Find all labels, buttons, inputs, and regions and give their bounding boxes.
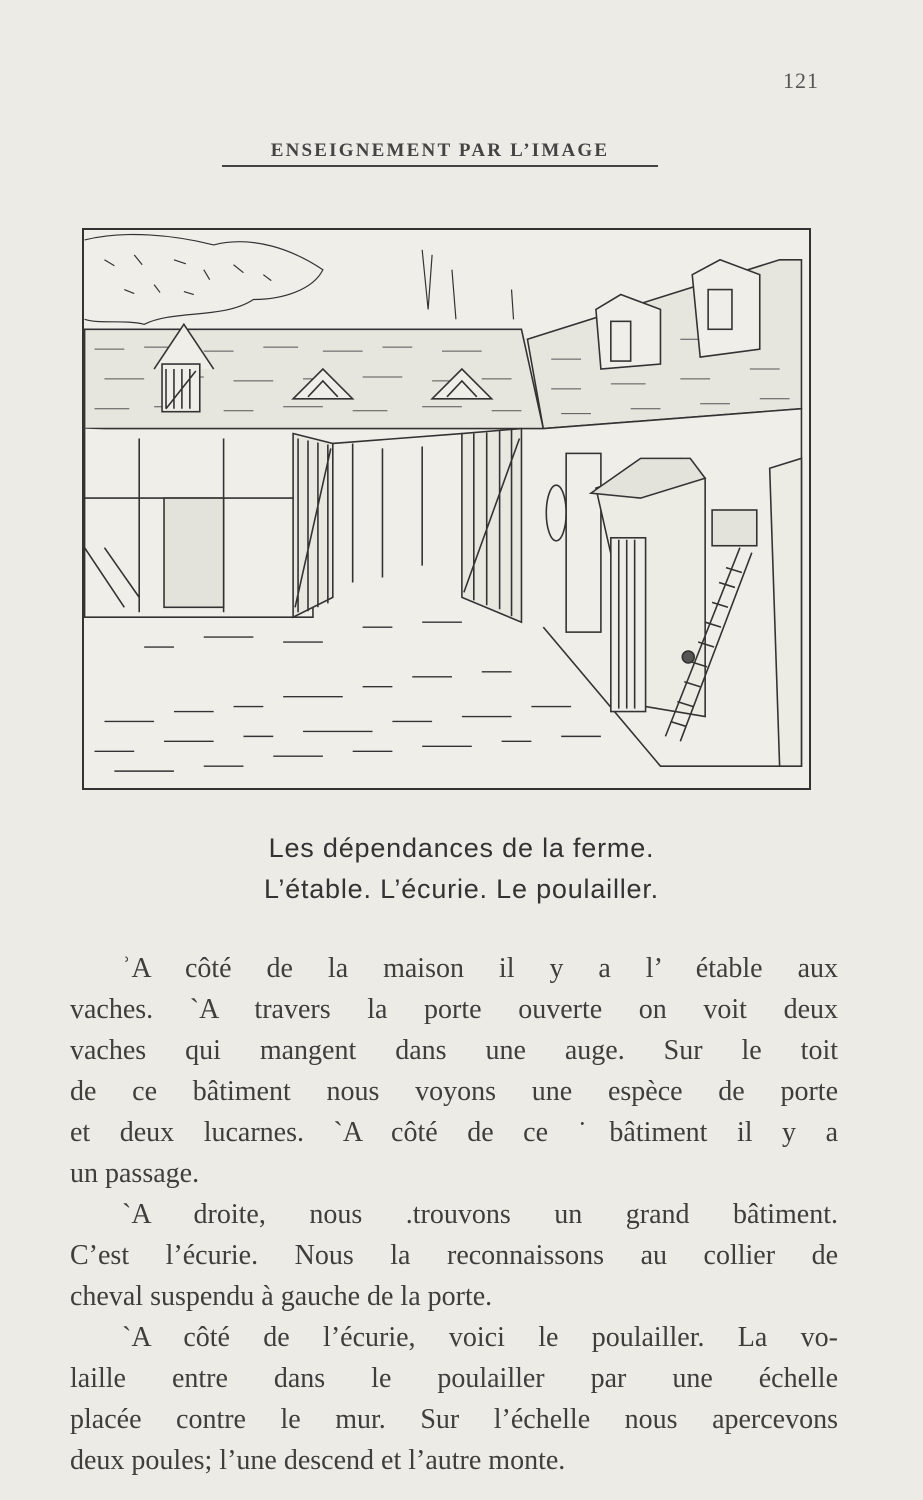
text-line: et deux lucarnes. `A côté de ce ˙bâtiment il y a xyxy=(70,1117,838,1148)
text-line: `A droite, nous .trouvons un grand bâtiment. xyxy=(122,1199,838,1230)
farm-buildings-illustration xyxy=(82,228,811,790)
text-line: C’est l’écurie. Nous la reconnaissons au collier de xyxy=(70,1240,838,1271)
paragraph-2 xyxy=(70,1194,838,1317)
text-line: vaches qui mangent dans une auge. Sur le toit xyxy=(70,1035,838,1066)
text-line: vaches. `A travers la porte ouverte on voit deux xyxy=(70,994,838,1025)
page-heading: ENSEIGNEMENT PAR L’IMAGE xyxy=(222,140,658,167)
paragraph-1 xyxy=(70,948,838,1194)
figure-caption-line-2: L’étable. L’écurie. Le poulailler. xyxy=(264,874,659,904)
text-line: un passage. xyxy=(70,1158,200,1189)
text-line: deux poules; l’une descend et l’autre monte. xyxy=(70,1445,566,1476)
text-line: laille entre dans le poulailler par une échelle xyxy=(70,1363,838,1394)
page-number: 121 xyxy=(783,68,819,93)
body-text xyxy=(70,948,838,1481)
text-line: ʾA côté de la maison il y a l’ étable aux xyxy=(122,953,838,984)
figure-caption-line-1: Les dépendances de la ferme. xyxy=(268,833,655,863)
text-line: de ce bâtiment nous voyons une espèce de porte xyxy=(70,1076,838,1107)
paragraph-3 xyxy=(70,1317,838,1481)
text-line: `A côté de l’écurie, voici le poulailler. La vo- xyxy=(122,1322,838,1353)
text-line: cheval suspendu à gauche de la porte. xyxy=(70,1281,493,1312)
tree-foliage xyxy=(85,235,514,325)
text-line: placée contre le mur. Sur l’échelle nous apercevons xyxy=(70,1404,838,1435)
